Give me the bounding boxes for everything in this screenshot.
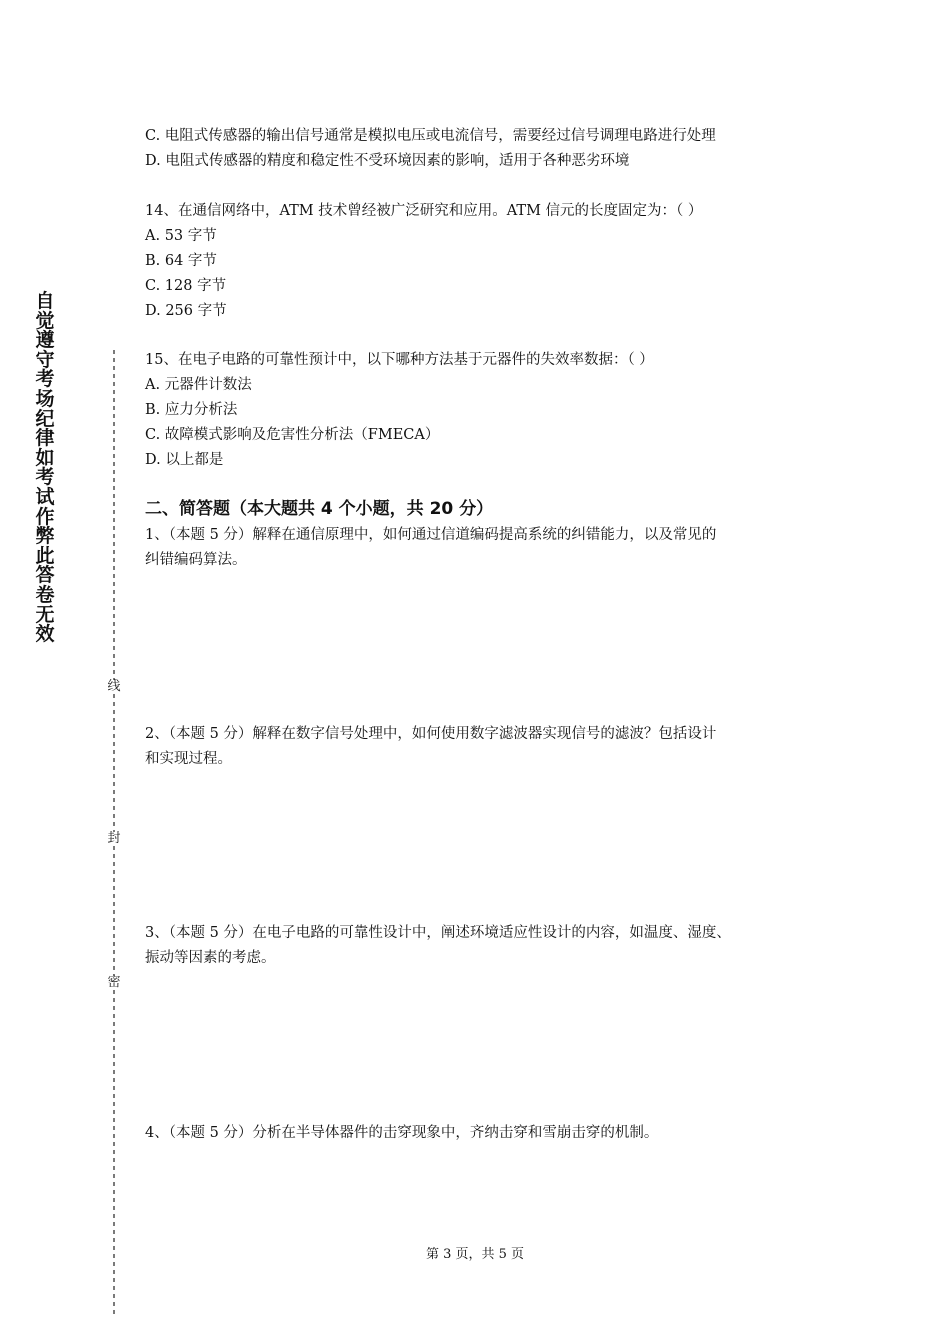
q15-option-c: C. 故障模式影响及危害性分析法（FMECA） xyxy=(145,427,440,443)
sa-q3-line2: 振动等因素的考虑。 xyxy=(145,950,276,966)
q14-stem: 14、在通信网络中，ATM 技术曾经被广泛研究和应用。ATM 信元的长度固定为：（ ） xyxy=(145,203,703,219)
notice-char: 弊 xyxy=(35,525,55,548)
q14-option-c: C. 128 字节 xyxy=(145,278,227,294)
notice-char: 纪 xyxy=(35,407,55,430)
notice-char: 卷 xyxy=(35,583,55,606)
sa-q3-line1: 3、（本题 5 分）在电子电路的可靠性设计中，阐述环境适应性设计的内容，如温度、湿度、 xyxy=(145,925,731,941)
notice-char: 考 xyxy=(35,368,55,391)
notice-char: 作 xyxy=(35,505,55,528)
notice-char: 遵 xyxy=(35,329,55,352)
sa-q2-line1: 2、（本题 5 分）解释在数字信号处理中，如何使用数字滤波器实现信号的滤波？包括设计 xyxy=(145,726,717,742)
q15-option-a: A. 元器件计数法 xyxy=(145,377,252,393)
q15-option-d: D. 以上都是 xyxy=(145,452,224,468)
page-footer: 第 3 页，共 5 页 xyxy=(425,1247,525,1262)
notice-char: 自 xyxy=(35,290,55,312)
notice-char: 此 xyxy=(35,544,55,567)
binding-label-seal: 封 xyxy=(104,832,124,846)
q14-option-d: D. 256 字节 xyxy=(145,303,227,319)
q13-option-d: D. 电阻式传感器的精度和稳定性不受环境因素的影响，适用于各种恶劣环境 xyxy=(145,153,630,169)
q15-option-b: B. 应力分析法 xyxy=(145,402,238,418)
q14-option-a: A. 53 字节 xyxy=(145,228,217,244)
notice-char: 考 xyxy=(35,466,55,489)
sa-q2-line2: 和实现过程。 xyxy=(145,751,232,767)
sa-q4-line1: 4、（本题 5 分）分析在半导体器件的击穿现象中，齐纳击穿和雪崩击穿的机制。 xyxy=(145,1125,659,1141)
notice-char: 觉 xyxy=(35,309,55,332)
q14-option-b: B. 64 字节 xyxy=(145,253,217,269)
notice-char: 场 xyxy=(35,387,55,410)
sa-q1-line1: 1、（本题 5 分）解释在通信原理中，如何通过信道编码提高系统的纠错能力，以及常见的 xyxy=(145,527,717,543)
notice-char: 试 xyxy=(35,485,55,508)
exam-discipline-notice xyxy=(30,292,60,645)
notice-char: 律 xyxy=(35,427,55,450)
q13-option-c: C. 电阻式传感器的输出信号通常是模拟电压或电流信号，需要经过信号调理电路进行处理 xyxy=(145,128,716,144)
binding-label-closed: 密 xyxy=(104,976,124,990)
notice-char: 如 xyxy=(35,446,55,469)
binding-label-line: 线 xyxy=(104,680,124,694)
notice-char: 守 xyxy=(35,348,55,371)
notice-char: 答 xyxy=(35,564,55,587)
notice-char: 效 xyxy=(35,623,55,646)
sa-q1-line2: 纠错编码算法。 xyxy=(145,552,247,568)
q15-stem: 15、在电子电路的可靠性预计中，以下哪种方法基于元器件的失效率数据：（ ） xyxy=(145,352,654,368)
binding-line xyxy=(104,350,124,1318)
notice-char: 无 xyxy=(35,603,55,626)
section-title-short-answer: 二、简答题（本大题共 4 个小题，共 20 分） xyxy=(145,499,494,519)
